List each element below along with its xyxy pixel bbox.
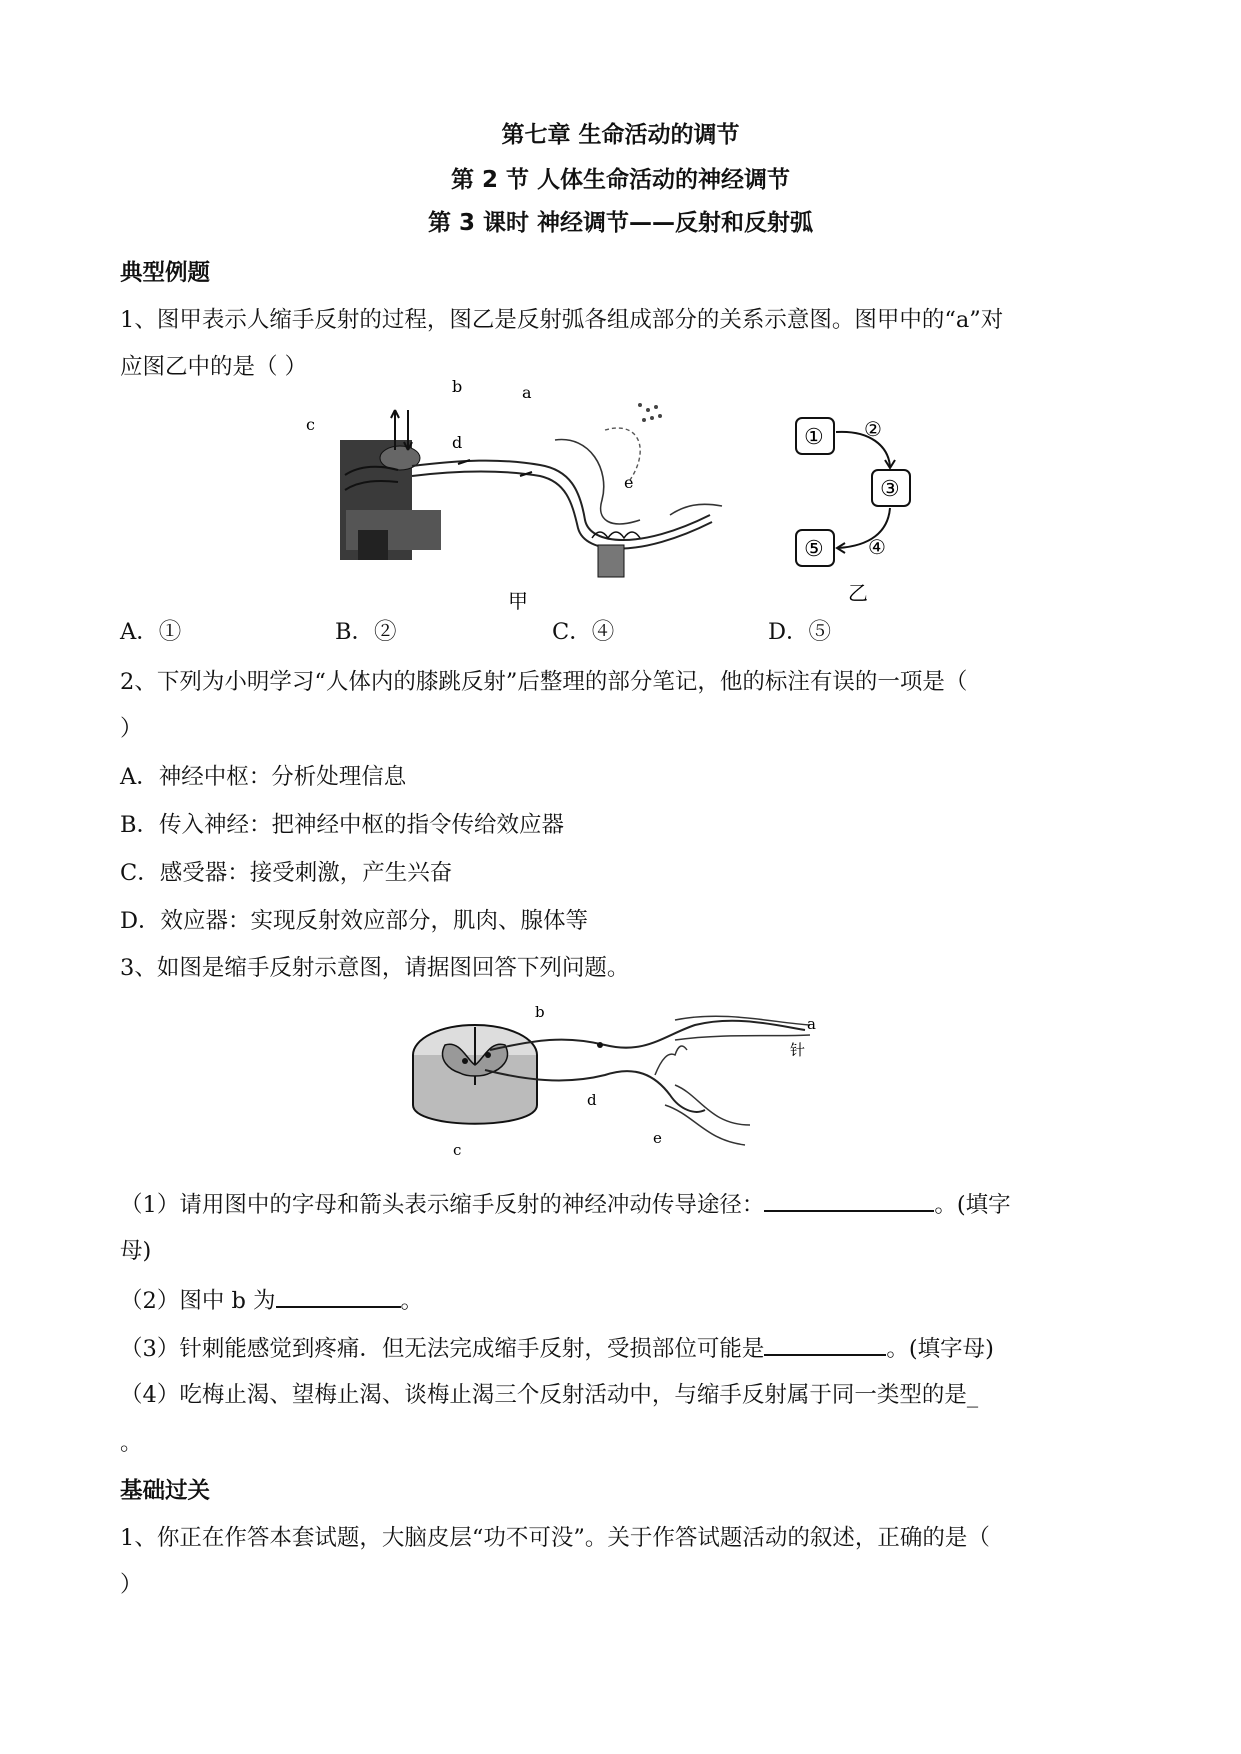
fig-yi-caption: 乙 [848,581,868,605]
q3-sub1-tail: 。(填字 [934,1192,1011,1218]
lesson-title: 第 3 课时 神经调节——反射和反射弧 [427,210,814,236]
q1-stem-line2: 应图乙中的是（ ） [120,354,308,380]
fig-q3-label-c: c [453,1141,462,1159]
basic-q1-line2: ） [120,1572,143,1598]
q3-sub1-text: （1）请用图中的字母和箭头表示缩手反射的神经冲动传导途径： [120,1192,765,1218]
q3-sub3-text: （3）针刺能感觉到疼痛．但无法完成缩手反射，受损部位可能是 [120,1336,765,1362]
fig-yi-node-3: ③ [880,477,900,502]
q3-stem: 3、如图是缩手反射示意图，请据图回答下列问题。 [120,955,630,981]
fig-jia-label-c: c [306,415,315,434]
q2-stem-line1: 2、下列为小明学习“人体内的膝跳反射”后整理的部分笔记，他的标注有误的一项是（ [120,669,968,695]
basic-q1-line1: 1、你正在作答本套试题，大脑皮层“功不可没”。关于作答试题活动的叙述，正确的是（ [120,1525,990,1551]
chapter-title: 第七章 生命活动的调节 [501,122,740,148]
fig-q3-label-needle: 针 [790,1041,806,1059]
figure-jia [306,377,740,613]
q3-sub2-text: （2）图中 b 为 [120,1288,276,1314]
q3-sub2-tail: 。 [400,1288,424,1314]
q2-stem-line2: ） [120,716,143,742]
q1-option-c[interactable]: C．④ [552,619,615,645]
figure-yi [790,410,940,610]
figure-q3 [405,1005,830,1170]
fig-jia-label-e: e [624,473,634,492]
fig-q3-label-d: d [587,1091,597,1109]
fig-jia-caption: 甲 [508,589,528,613]
q3-sub3-blank[interactable] [764,1332,886,1356]
fig-yi-node-1: ① [804,425,824,450]
fig-yi-arrow-2: ② [864,417,882,441]
fig-q3-label-e: e [653,1129,662,1147]
q3-sub2-blank[interactable] [276,1284,401,1308]
section-title: 第 2 节 人体生命活动的神经调节 [450,167,791,193]
fig-yi-node-5: ⑤ [804,537,824,562]
q3-sub3 [120,1332,994,1364]
q3-sub4-line2: 。 [120,1430,143,1456]
q3-sub2 [120,1284,423,1316]
typical-heading: 典型例题 [120,260,211,286]
q1-option-d[interactable]: D．⑤ [768,619,832,645]
q2-option-a[interactable]: A．神经中枢：分析处理信息 [120,764,407,790]
q3-sub1 [120,1188,1011,1220]
fig-q3-label-b: b [535,1003,545,1021]
fig-jia-label-a: a [522,383,532,402]
q3-sub3-tail: 。(填字母) [886,1336,994,1362]
q3-sub1-line2: 母) [120,1238,152,1264]
q2-option-b[interactable]: B．传入神经：把神经中枢的指令传给效应器 [120,812,565,838]
q3-sub4: （4）吃梅止渴、望梅止渴、谈梅止渴三个反射活动中，与缩手反射属于同一类型的是_ [120,1382,979,1408]
basic-heading: 基础过关 [120,1478,211,1504]
fig-jia-label-d: d [452,433,463,452]
q1-stem-line1: 1、图甲表示人缩手反射的过程，图乙是反射弧各组成部分的关系示意图。图甲中的“a”对 [120,307,1004,333]
fig-yi-arrow-4: ④ [868,535,886,559]
q2-option-c[interactable]: C．感受器：接受刺激，产生兴奋 [120,860,453,886]
q1-option-b[interactable]: B．② [335,619,397,645]
q3-sub1-blank[interactable] [764,1188,934,1212]
q2-option-d[interactable]: D．效应器：实现反射效应部分，肌肉、腺体等 [120,908,589,934]
fig-q3-label-a: a [807,1015,816,1033]
fig-jia-label-b: b [452,377,463,396]
q1-option-a[interactable]: A．① [120,619,182,645]
